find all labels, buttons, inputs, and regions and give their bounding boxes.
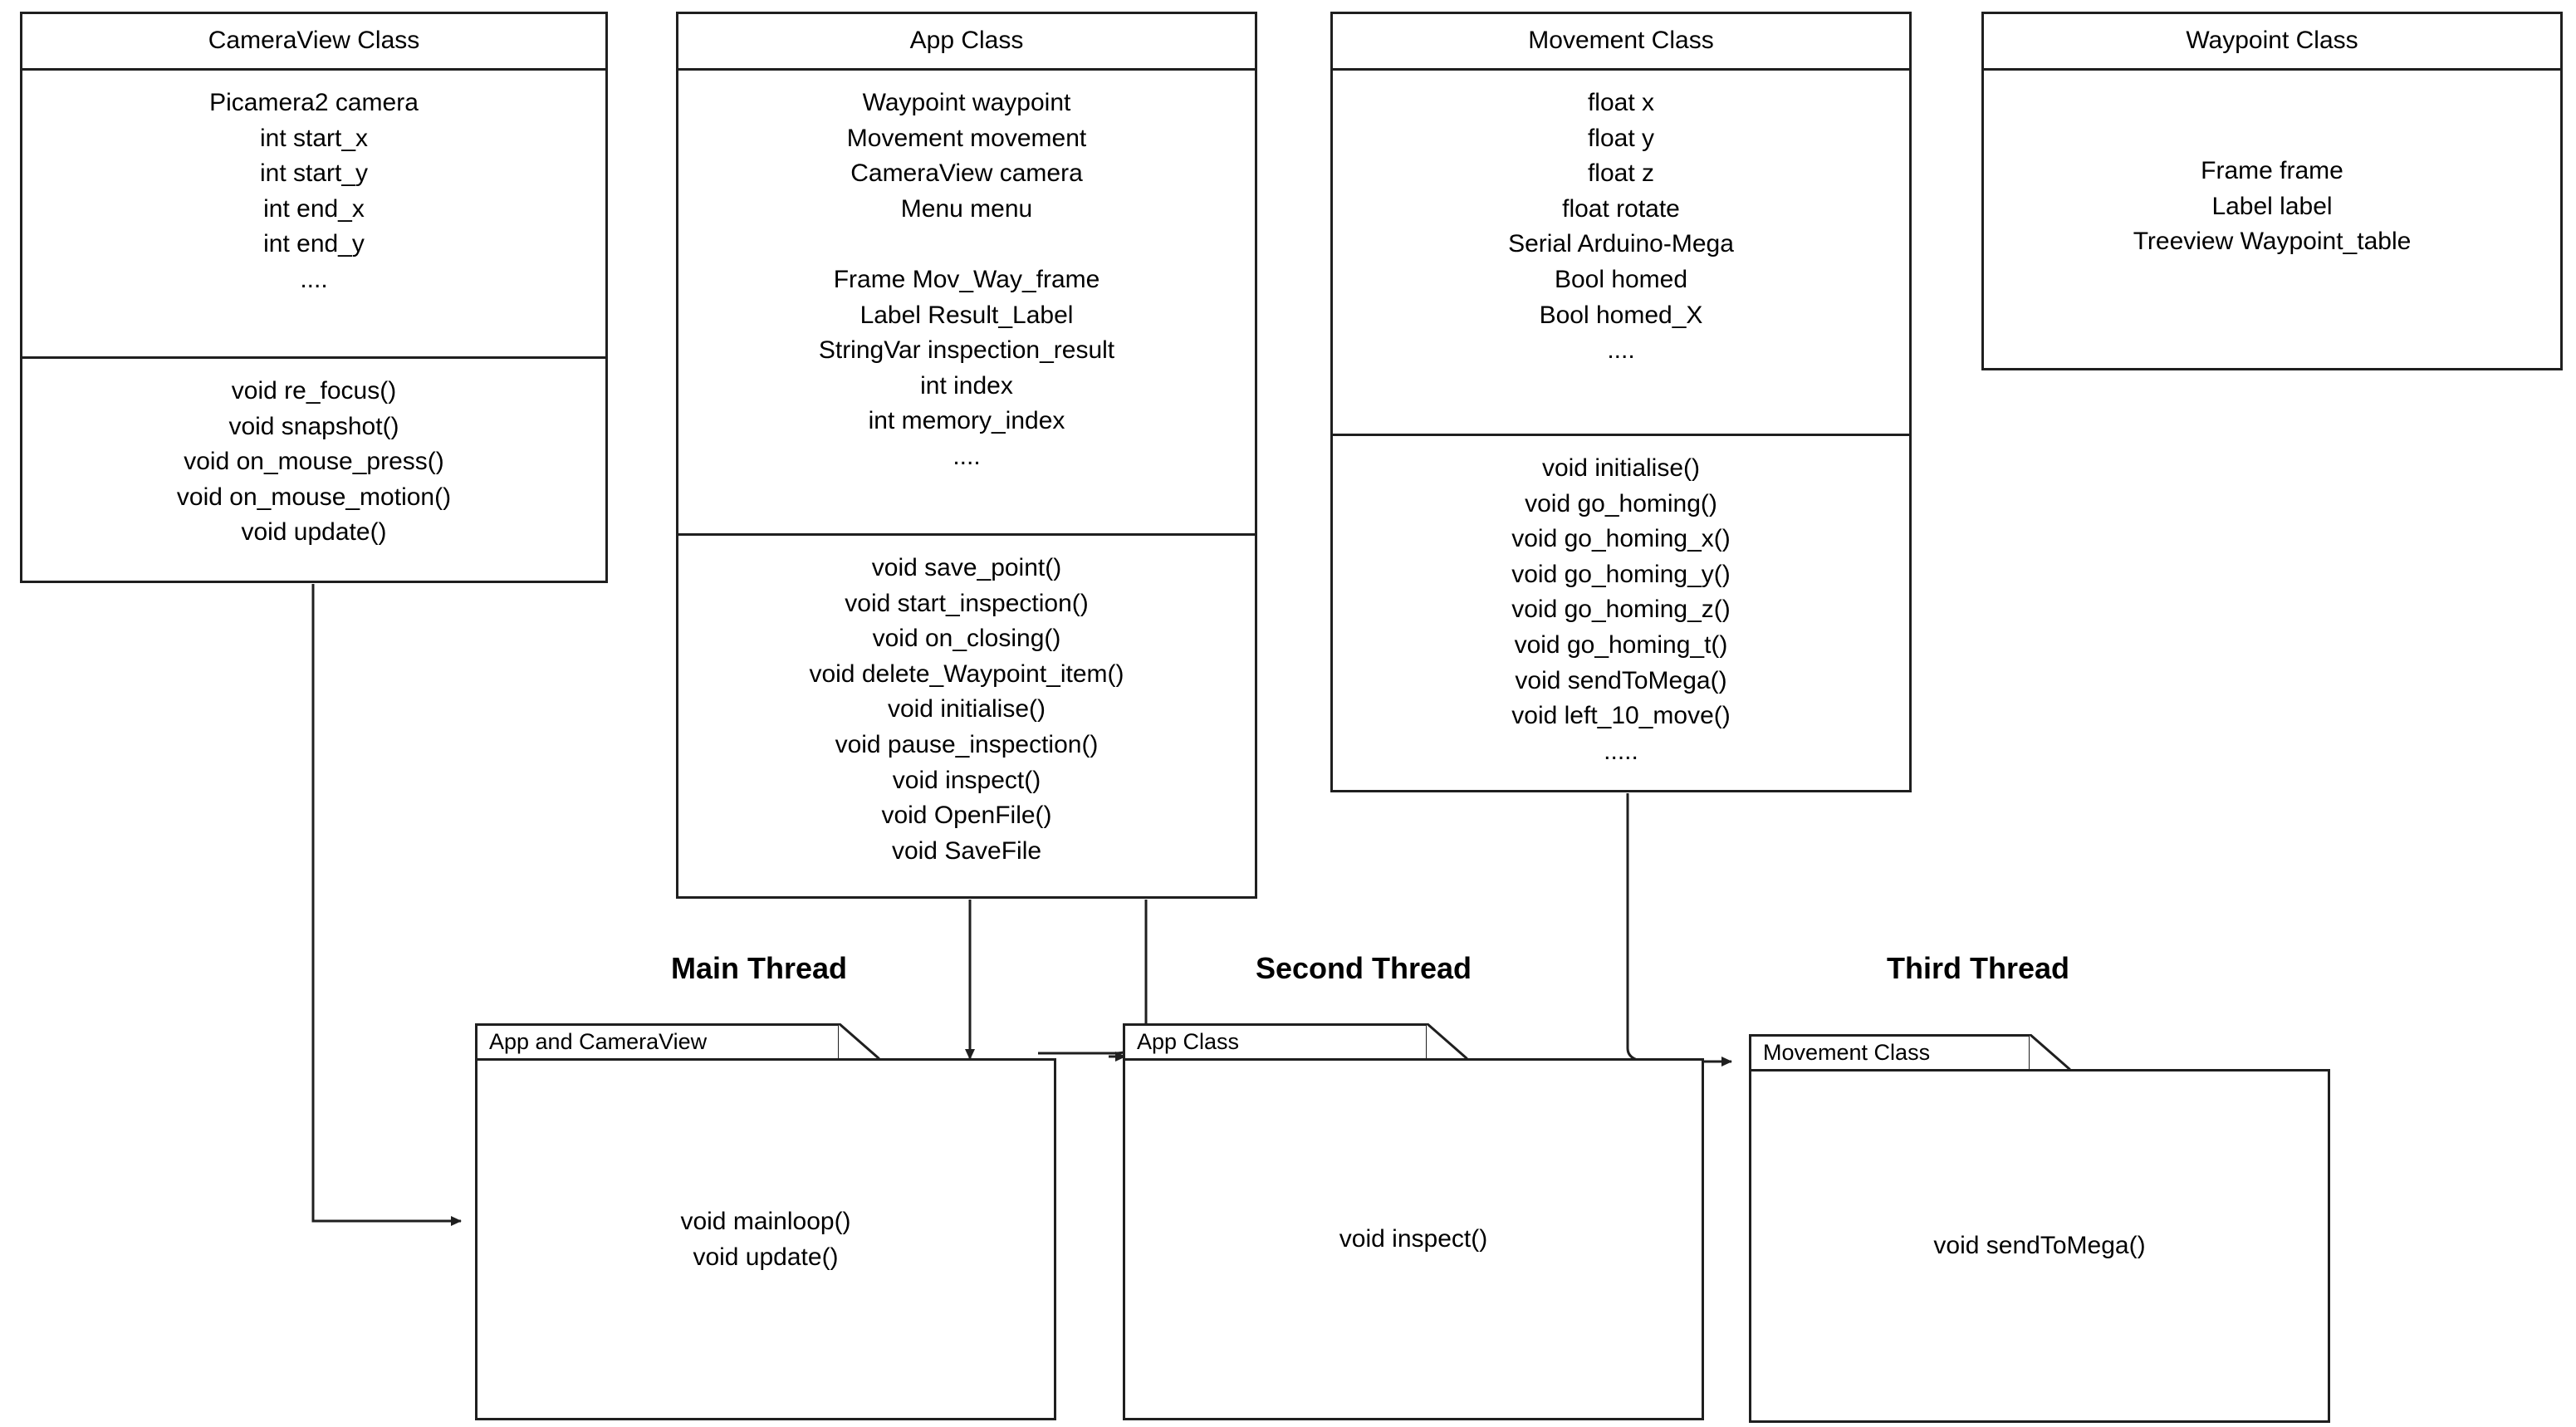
class-box-cameraview	[20, 12, 608, 583]
package-third-thread	[1749, 1034, 2330, 1425]
thread-label-third: Third Thread	[1887, 951, 2070, 985]
class-attributes-cameraview: Picamera2 camera int start_x int start_y int end_x int end_y ....	[22, 71, 605, 359]
package-tab-label-main: App and CameraView	[489, 1029, 708, 1054]
thread-label-main: Main Thread	[671, 951, 848, 985]
package-tab-third	[1749, 1034, 2031, 1069]
class-attributes-app: Waypoint waypoint Movement movement CameraView camera Menu menu Frame Mov_Way_frame Label Result_Label StringVar inspection_result int index int memory_index ....	[678, 71, 1255, 536]
package-tab-corner-main	[839, 1023, 897, 1062]
package-body-main: void mainloop() void update()	[475, 1058, 1056, 1420]
class-title-movement: Movement Class	[1333, 14, 1909, 71]
connector-movement-to-third	[1628, 793, 1731, 1062]
connector-cameraview-to-main	[313, 584, 461, 1221]
class-operations-cameraview: void re_focus() void snapshot() void on_mouse_press() void on_mouse_motion() void update()	[176, 377, 452, 547]
class-box-movement	[1330, 12, 1912, 792]
class-title-waypoint: Waypoint Class	[1984, 14, 2560, 71]
class-attributes-movement: float x float y float z float rotate Serial Arduino-Mega Bool homed Bool homed_X ....	[1333, 71, 1909, 436]
class-attributes-waypoint: Frame frame Label label Treeview Waypoint_table	[2133, 157, 2412, 256]
package-tab-label-second: App Class	[1137, 1029, 1240, 1054]
package-body-second: void inspect()	[1123, 1058, 1704, 1420]
class-title-app: App Class	[678, 14, 1255, 71]
thread-label-second: Second Thread	[1256, 951, 1472, 985]
package-tab-label-third: Movement Class	[1763, 1040, 1931, 1065]
class-operations-app: void save_point() void start_inspection() void on_closing() void delete_Waypoint_item() void initialise() void pause_inspection() void inspect() void OpenFile() void SaveFile	[809, 554, 1124, 865]
package-tab-main	[475, 1023, 840, 1058]
package-tab-corner-third	[2030, 1034, 2088, 1072]
class-box-waypoint	[1981, 12, 2563, 370]
package-second-thread	[1123, 1023, 1704, 1422]
package-tab-second	[1123, 1023, 1428, 1058]
class-box-app	[676, 12, 1257, 899]
class-operations-movement: void initialise() void go_homing() void go_homing_x() void go_homing_y() void go_homing_z() void go_homing_t() void sendToMega() void left_10_move() .....	[1511, 454, 1731, 765]
package-body-third: void sendToMega()	[1749, 1069, 2330, 1423]
package-tab-corner-second	[1427, 1023, 1485, 1062]
package-main-thread	[475, 1023, 1056, 1422]
class-title-cameraview: CameraView Class	[22, 14, 605, 71]
